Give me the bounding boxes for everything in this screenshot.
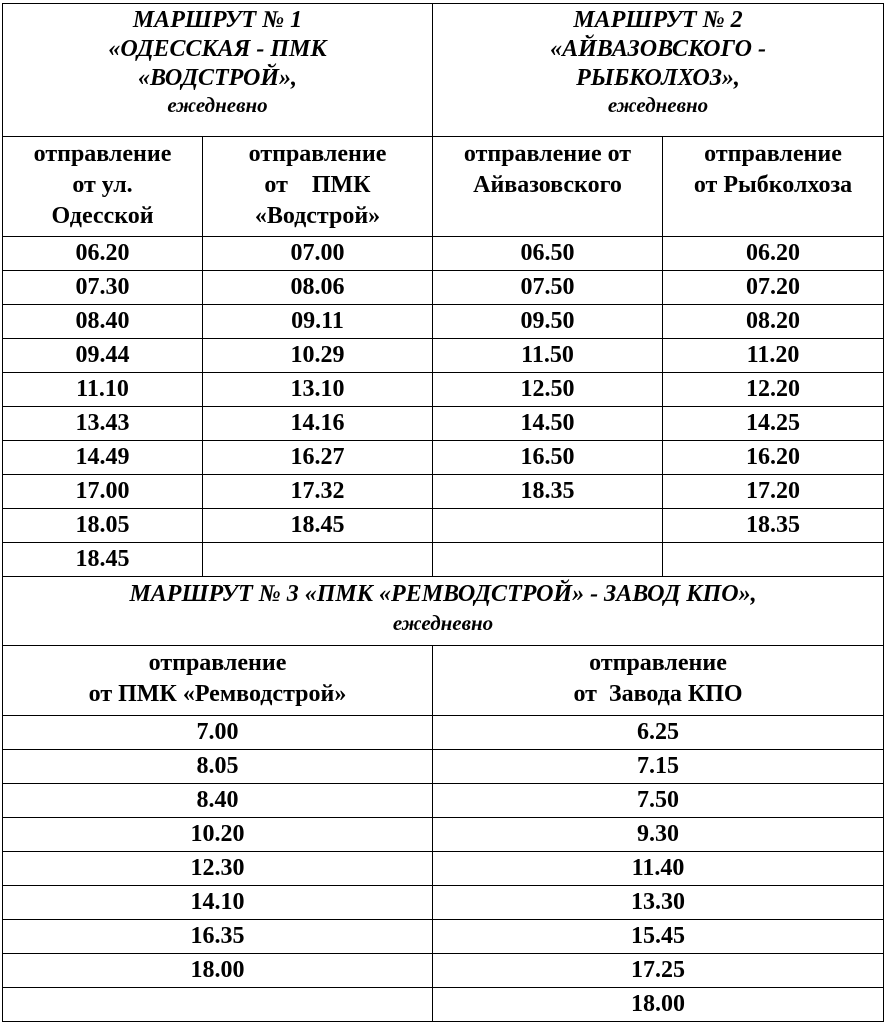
route2-col1-time: 16.50 [433, 441, 663, 475]
route1-col1-time: 07.30 [3, 271, 203, 305]
table-row [3, 818, 884, 852]
route3-col1-time: 14.10 [3, 886, 433, 920]
route3-col2-time: 15.45 [433, 920, 884, 954]
route2-col1-header [433, 137, 663, 237]
header-line: отправление [248, 141, 387, 167]
table-row [3, 954, 884, 988]
table-row [3, 852, 884, 886]
route1-col2-time: 13.10 [203, 373, 433, 407]
route1-col1-time: 13.43 [3, 407, 203, 441]
table-row [3, 784, 884, 818]
route3-col1-time: 8.40 [3, 784, 433, 818]
route2-col1-time [433, 543, 663, 577]
route2-col2-time: 16.20 [663, 441, 884, 475]
route1-col2-time: 09.11 [203, 305, 433, 339]
route1-col1-time: 11.10 [3, 373, 203, 407]
table-row [3, 271, 884, 305]
route3-col1-time: 16.35 [3, 920, 433, 954]
route3-title: МАРШРУТ № 3 «ПМК «РЕМВОДСТРОЙ» - ЗАВОД КПО», [129, 581, 757, 607]
header-line: отправление [704, 141, 842, 167]
route1-col2-time: 08.06 [203, 271, 433, 305]
routes-1-2-times [3, 237, 884, 577]
route2-col2-time: 18.35 [663, 509, 884, 543]
route1-header [3, 4, 433, 137]
route3-col1-time [3, 988, 433, 1022]
route2-col2-time: 14.25 [663, 407, 884, 441]
route1-col2-time: 16.27 [203, 441, 433, 475]
route3-col1-time: 7.00 [3, 716, 433, 750]
header-line: отправление от [463, 141, 632, 167]
route1-frequency: ежедневно [167, 93, 268, 117]
route1-col1-header [3, 137, 203, 237]
route2-col2-time [663, 543, 884, 577]
route3-col2-time: 7.15 [433, 750, 884, 784]
route2-col1-time [433, 509, 663, 543]
table-row [3, 920, 884, 954]
table-row [3, 441, 884, 475]
route1-col1-time: 09.44 [3, 339, 203, 373]
route2-col2-time: 08.20 [663, 305, 884, 339]
header-line: от ПМК «Ремводстрой» [88, 681, 347, 707]
route2-header [433, 4, 884, 137]
route3-times [3, 716, 884, 1022]
route2-col1-time: 14.50 [433, 407, 663, 441]
table-row [3, 543, 884, 577]
header-line: отправление [33, 141, 172, 167]
routes-1-2-table [2, 3, 884, 577]
header-line: Айвазовского [473, 172, 622, 198]
route3-col1-header [3, 646, 433, 716]
route2-col2-time: 06.20 [663, 237, 884, 271]
header-line: «Водстрой» [254, 203, 381, 229]
route3-table [2, 577, 884, 1022]
route1-col2-time [203, 543, 433, 577]
route3-col2-time: 9.30 [433, 818, 884, 852]
route1-col1-time: 08.40 [3, 305, 203, 339]
route3-frequency: ежедневно [392, 611, 494, 635]
route3-header [3, 577, 884, 646]
route1-col1-time: 06.20 [3, 237, 203, 271]
route3-col2-time: 17.25 [433, 954, 884, 988]
route2-col2-time: 12.20 [663, 373, 884, 407]
route1-col1-time: 17.00 [3, 475, 203, 509]
route2-col2-header [663, 137, 884, 237]
route2-col1-time: 07.50 [433, 271, 663, 305]
header-line: Одесской [51, 203, 154, 229]
table-row [3, 716, 884, 750]
route3-col1-time: 10.20 [3, 818, 433, 852]
route2-title: МАРШРУТ № 2 [573, 7, 743, 33]
table-row [3, 237, 884, 271]
timetable [2, 3, 884, 1022]
table-row [3, 886, 884, 920]
route2-col1-time: 09.50 [433, 305, 663, 339]
route2-col2-time: 07.20 [663, 271, 884, 305]
table-row [3, 407, 884, 441]
table-row [3, 988, 884, 1022]
route1-col2-time: 07.00 [203, 237, 433, 271]
route3-col2-header [433, 646, 884, 716]
table-row [3, 509, 884, 543]
header-line: отправление [589, 650, 727, 676]
route3-col2-time: 18.00 [433, 988, 884, 1022]
route1-col2-header [203, 137, 433, 237]
route1-title: МАРШРУТ № 1 [132, 7, 303, 33]
route3-col1-time: 18.00 [3, 954, 433, 988]
header-line: отправление [148, 650, 287, 676]
route1-col2-time: 18.45 [203, 509, 433, 543]
route1-col1-time: 14.49 [3, 441, 203, 475]
route1-col2-time: 10.29 [203, 339, 433, 373]
route2-col1-time: 12.50 [433, 373, 663, 407]
route3-col1-time: 12.30 [3, 852, 433, 886]
route2-col1-time: 18.35 [433, 475, 663, 509]
route2-name-line2: РЫБКОЛХОЗ», [576, 65, 740, 91]
route2-col2-time: 17.20 [663, 475, 884, 509]
table-row [3, 373, 884, 407]
header-line: от ПМК [264, 172, 371, 198]
table-row [3, 339, 884, 373]
route2-frequency: ежедневно [607, 93, 709, 117]
route3-col2-time: 11.40 [433, 852, 884, 886]
route3-col1-time: 8.05 [3, 750, 433, 784]
route1-name-line2: «ВОДСТРОЙ», [137, 65, 298, 91]
route3-col2-time: 7.50 [433, 784, 884, 818]
header-line: от Рыбколхоза [693, 172, 853, 198]
route3-col2-time: 13.30 [433, 886, 884, 920]
route2-col1-time: 06.50 [433, 237, 663, 271]
header-line: от ул. [72, 172, 133, 198]
header-line: от Завода КПО [573, 681, 743, 707]
table-row [3, 305, 884, 339]
route1-col1-time: 18.05 [3, 509, 203, 543]
route2-name-line1: «АЙВАЗОВСКОГО - [550, 36, 766, 62]
route2-col2-time: 11.20 [663, 339, 884, 373]
route1-col2-time: 17.32 [203, 475, 433, 509]
route1-name-line1: «ОДЕССКАЯ - ПМК [108, 36, 327, 62]
route1-col1-time: 18.45 [3, 543, 203, 577]
route2-col1-time: 11.50 [433, 339, 663, 373]
route3-col2-time: 6.25 [433, 716, 884, 750]
table-row [3, 475, 884, 509]
table-row [3, 750, 884, 784]
route1-col2-time: 14.16 [203, 407, 433, 441]
